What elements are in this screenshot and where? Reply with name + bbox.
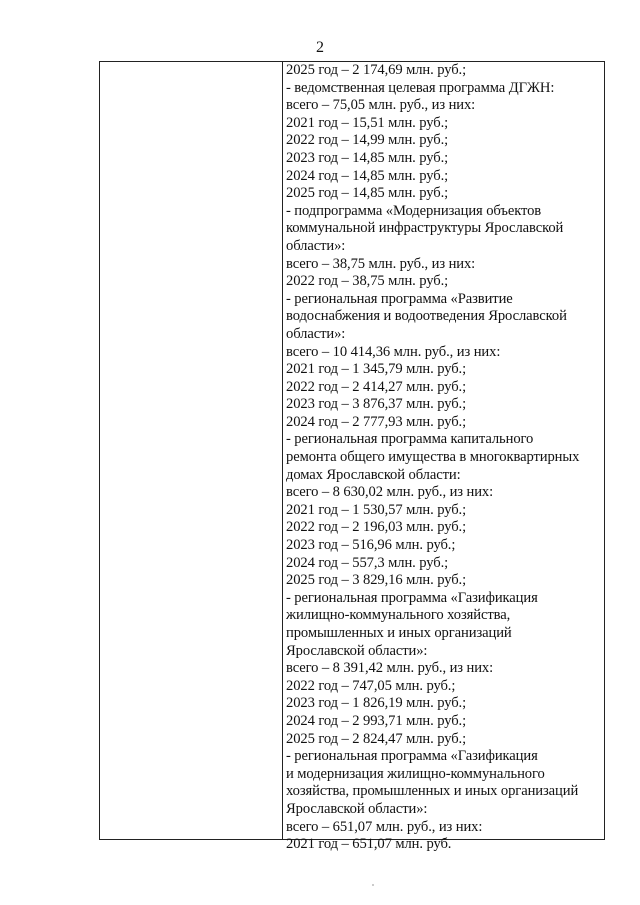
text-line: ремонта общего имущества в многоквартирных [286, 449, 580, 466]
text-line: 2023 год – 516,96 млн. руб.; [286, 537, 456, 554]
text-line: жилищно-коммунального хозяйства, [286, 607, 511, 624]
text-line: Ярославской области»: [286, 642, 428, 659]
text-line: 2025 год – 14,85 млн. руб.; [286, 185, 449, 202]
text-line: 2025 год – 2 824,47 млн. руб.; [286, 730, 467, 747]
text-line: водоснабжения и водоотведения Ярославской [286, 308, 567, 325]
table-right-cell [283, 62, 604, 853]
text-line: 2021 год – 1 530,57 млн. руб.; [286, 501, 467, 518]
text-line: всего – 651,07 млн. руб., из них: [286, 818, 483, 835]
text-line: Ярославской области»: [286, 800, 428, 817]
text-line: 2023 год – 1 826,19 млн. руб.; [286, 695, 467, 712]
text-line: 2024 год – 557,3 млн. руб.; [286, 554, 449, 571]
text-line: 2021 год – 1 345,79 млн. руб.; [286, 361, 467, 378]
text-line: хозяйства, промышленных и иных организаций [286, 783, 579, 800]
text-line: - региональная программа «Газификация [286, 589, 538, 606]
text-line: домах Ярославской области: [286, 466, 461, 483]
text-line: 2022 год – 747,05 млн. руб.; [286, 677, 456, 694]
scan-speck [372, 884, 374, 886]
text-line: всего – 8 630,02 млн. руб., из них: [286, 484, 494, 501]
text-line: 2023 год – 3 876,37 млн. руб.; [286, 396, 467, 413]
text-line: и модернизация жилищно-коммунального [286, 765, 545, 782]
text-line: 2022 год – 2 414,27 млн. руб.; [286, 378, 467, 395]
text-line: - региональная программа «Развитие [286, 290, 513, 307]
text-line: - региональная программа капитального [286, 431, 534, 448]
text-line: - региональная программа «Газификация [286, 748, 538, 765]
text-line: 2023 год – 14,85 млн. руб.; [286, 149, 449, 166]
page-number: 2 [316, 39, 324, 56]
text-line: 2024 год – 2 993,71 млн. руб.; [286, 712, 467, 729]
text-line: области»: [286, 325, 346, 342]
text-line: всего – 10 414,36 млн. руб., из них: [286, 343, 501, 360]
text-line: 2024 год – 14,85 млн. руб.; [286, 167, 449, 184]
text-line: 2024 год – 2 777,93 млн. руб.; [286, 413, 467, 430]
text-line: 2025 год – 3 829,16 млн. руб.; [286, 572, 467, 589]
text-line: - ведомственная целевая программа ДГЖН: [286, 79, 555, 96]
text-line: 2021 год – 15,51 млн. руб.; [286, 114, 449, 131]
funding-table [99, 61, 605, 853]
text-line: всего – 8 391,42 млн. руб., из них: [286, 660, 494, 677]
text-line: 2022 год – 14,99 млн. руб.; [286, 132, 449, 149]
text-line: 2022 год – 38,75 млн. руб.; [286, 273, 449, 290]
text-line: 2021 год – 651,07 млн. руб. [286, 836, 452, 853]
text-line: всего – 75,05 млн. руб., из них: [286, 97, 476, 114]
text-line: всего – 38,75 млн. руб., из них: [286, 255, 476, 272]
text-line: области»: [286, 237, 346, 254]
text-line: коммунальной инфраструктуры Ярославской [286, 220, 564, 237]
text-line: 2025 год – 2 174,69 млн. руб.; [286, 62, 467, 78]
table-left-cell [100, 62, 283, 839]
text-line: - подпрограмма «Модернизация объектов [286, 202, 542, 219]
text-line: 2022 год – 2 196,03 млн. руб.; [286, 519, 467, 536]
text-line: промышленных и иных организаций [286, 625, 512, 641]
